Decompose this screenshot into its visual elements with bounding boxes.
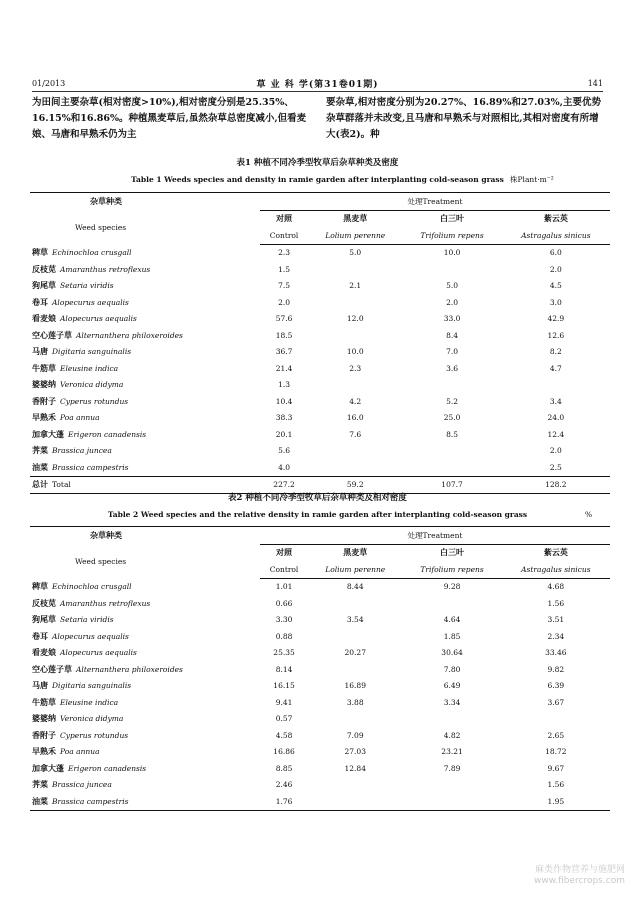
table1-treat-cn: 白三叶 xyxy=(402,210,501,227)
table2-treat-cn: 对照 xyxy=(260,544,308,561)
cell-value: 7.6 xyxy=(349,429,362,439)
cell-value: 4.2 xyxy=(349,396,362,406)
weed-name-cn: 卷耳 xyxy=(32,630,48,641)
table2-body xyxy=(30,578,610,810)
weed-name-cn: 反枝苋 xyxy=(32,263,56,274)
weed-name-latin: Veronica didyma xyxy=(60,380,124,390)
table-row xyxy=(30,628,610,645)
cell-value: 10.0 xyxy=(443,248,461,258)
body-text-right: 要杂草,相对密度分别为20.27%、16.89%和27.03%,主要优势杂草群落并未改变,且马唐和早熟禾与对照相比,其相对密度有所增大(表2)。种 xyxy=(326,97,601,140)
weed-name-cn: 加拿大蓬 xyxy=(32,762,64,773)
cell-value: 3.30 xyxy=(275,615,293,625)
table-row xyxy=(30,426,610,443)
cell-value: 6.49 xyxy=(443,681,461,691)
cell-value: 7.80 xyxy=(443,664,461,674)
table2-treat-en: Control xyxy=(260,561,308,578)
cell-value: 128.2 xyxy=(502,476,610,494)
weed-name-latin: Alopecurus aequalis xyxy=(52,631,129,641)
cell-value: 2.46 xyxy=(275,780,293,790)
cell-value: 2.65 xyxy=(547,730,565,740)
cell-value: 107.7 xyxy=(402,476,501,494)
cell-value: 8.5 xyxy=(446,429,459,439)
cell-value: 9.28 xyxy=(443,582,461,592)
cell-value: 4.5 xyxy=(549,281,562,291)
total-label-en: Total xyxy=(52,480,71,490)
weed-name-cn: 空心莲子草 xyxy=(32,663,72,674)
cell-value xyxy=(308,793,402,810)
table1-treat-en: Lolium perenne xyxy=(308,227,402,244)
weed-name-cn: 马唐 xyxy=(32,346,48,357)
cell-value: 42.9 xyxy=(547,314,565,324)
cell-value: 3.6 xyxy=(446,363,459,373)
table1-treat-cn: 对照 xyxy=(260,210,308,227)
table-row xyxy=(30,393,610,410)
cell-value: 1.5 xyxy=(278,264,290,274)
table2-treatment-label: 处理Treatment xyxy=(260,527,610,545)
cell-value: 5.6 xyxy=(278,446,290,456)
cell-value: 20.1 xyxy=(275,429,293,439)
cell-value xyxy=(308,294,402,311)
cell-value: 0.66 xyxy=(275,598,293,608)
weed-name-latin: Poa annua xyxy=(60,747,100,757)
page-number: 141 xyxy=(587,79,603,88)
weed-name-cn: 油菜 xyxy=(32,461,48,472)
table2-col-weed-en: Weed species xyxy=(75,556,127,566)
cell-value: 25.35 xyxy=(273,648,295,658)
weed-name-cn: 香附子 xyxy=(32,395,56,406)
weed-name-latin: Setaria viridis xyxy=(60,615,114,625)
cell-value: 8.44 xyxy=(346,582,364,592)
weed-name-latin: Alopecurus aequalis xyxy=(52,297,129,307)
cell-value xyxy=(402,261,501,278)
weed-name-latin: Erigeron canadensis xyxy=(68,763,147,773)
cell-value: 1.85 xyxy=(443,631,461,641)
cell-value: 5.0 xyxy=(349,248,362,258)
cell-value: 9.41 xyxy=(275,697,293,707)
cell-value xyxy=(402,459,501,476)
running-header-date: 01/2013 xyxy=(32,79,66,88)
table1-col-weed-cn: 杂草种类 xyxy=(30,193,260,211)
cell-value: 6.39 xyxy=(547,681,565,691)
cell-value: 21.4 xyxy=(275,363,293,373)
weed-name-latin: Brassica juncea xyxy=(52,446,112,456)
weed-name-cn: 稗草 xyxy=(32,247,48,257)
table-row xyxy=(30,678,610,695)
cell-value: 9.82 xyxy=(547,664,565,674)
table2-treat-cn: 黑麦草 xyxy=(308,544,402,561)
cell-value: 3.67 xyxy=(547,697,565,707)
cell-value xyxy=(402,443,501,460)
cell-value xyxy=(308,261,402,278)
table-row xyxy=(30,578,610,595)
table2-col-weed-cn: 杂草种类 xyxy=(30,527,260,545)
weed-name-cn: 牛筋草 xyxy=(32,362,56,373)
table-row xyxy=(30,595,610,612)
watermark-line1: 麻类作物营养与施肥网 xyxy=(534,865,625,875)
cell-value: 4.82 xyxy=(443,730,461,740)
table1-caption-en-text: Table 1 Weeds species and density in ramie garden after interplanting cold-season grass xyxy=(131,175,504,184)
cell-value: 7.09 xyxy=(346,730,364,740)
cell-value xyxy=(308,443,402,460)
running-header-journal: 草 业 科 学(第31卷01期) xyxy=(256,80,379,90)
weed-name-cn: 油菜 xyxy=(32,795,48,806)
weed-name-cn: 总计 xyxy=(32,479,48,490)
cell-value: 12.6 xyxy=(547,330,565,340)
table2-unit: % xyxy=(585,510,593,519)
cell-value: 1.3 xyxy=(278,380,290,390)
table2-caption-cn: 表2 种植不同冷季型牧草后杂草种类及相对密度 xyxy=(228,493,407,503)
table2-treat-cn: 白三叶 xyxy=(402,544,501,561)
cell-value: 25.0 xyxy=(443,413,461,423)
weed-name-cn: 早熟禾 xyxy=(32,412,56,423)
cell-value: 10.0 xyxy=(346,347,364,357)
cell-value: 24.0 xyxy=(547,413,565,423)
cell-value: 8.85 xyxy=(275,763,293,773)
cell-value: 23.21 xyxy=(441,747,463,757)
table2-treat-en: Lolium perenne xyxy=(308,561,402,578)
cell-value: 3.88 xyxy=(346,697,364,707)
weed-name-latin: Cyperus rotundus xyxy=(60,730,129,740)
cell-value: 2.0 xyxy=(549,446,562,456)
weed-name-latin: Alopecurus aequalis xyxy=(60,648,137,658)
table1-body xyxy=(30,244,610,494)
cell-value xyxy=(308,661,402,678)
weed-name-latin: Cyperus rotundus xyxy=(60,396,129,406)
cell-value: 30.64 xyxy=(441,648,463,658)
cell-value: 3.4 xyxy=(549,396,562,406)
table1-treat-cn: 黑麦草 xyxy=(308,210,402,227)
weed-name-latin: Echinochloa crusgall xyxy=(52,248,132,257)
table-row xyxy=(30,294,610,311)
weed-name-latin: Echinochloa crusgall xyxy=(52,582,132,591)
cell-value: 1.95 xyxy=(502,793,610,810)
table-row xyxy=(30,278,610,295)
cell-value: 4.7 xyxy=(549,363,562,373)
table-row xyxy=(30,645,610,662)
weed-name-cn: 牛筋草 xyxy=(32,696,56,707)
table-row xyxy=(30,377,610,394)
cell-value xyxy=(308,459,402,476)
cell-value: 16.15 xyxy=(273,681,295,691)
weed-name-cn: 婆婆纳 xyxy=(32,713,56,724)
cell-value: 20.27 xyxy=(344,648,366,658)
weed-name-latin: Eleusine indica xyxy=(60,697,119,707)
cell-value: 4.64 xyxy=(443,615,461,625)
weed-name-cn: 稗草 xyxy=(32,581,48,591)
table-row xyxy=(30,443,610,460)
weed-name-latin: Digitaria sanguinalis xyxy=(52,347,132,357)
cell-value: 3.54 xyxy=(346,615,364,625)
table-row xyxy=(30,261,610,278)
weed-name-cn: 反枝苋 xyxy=(32,597,56,608)
cell-value: 18.5 xyxy=(275,330,293,340)
weed-name-latin: Poa annua xyxy=(60,413,100,423)
weed-name-cn: 狗尾草 xyxy=(32,280,56,291)
table1-treat-en: Control xyxy=(260,227,308,244)
cell-value: 2.1 xyxy=(349,281,362,291)
cell-value: 5.2 xyxy=(446,396,459,406)
cell-value: 12.4 xyxy=(547,429,565,439)
weed-name-cn: 看麦娘 xyxy=(32,313,56,324)
cell-value: 8.2 xyxy=(549,347,562,357)
cell-value xyxy=(402,377,501,394)
cell-value: 5.0 xyxy=(446,281,459,291)
cell-value: 38.3 xyxy=(275,413,293,423)
cell-value: 16.89 xyxy=(344,681,366,691)
weed-name-cn: 马唐 xyxy=(32,680,48,691)
cell-value: 18.72 xyxy=(545,747,567,757)
cell-value: 2.5 xyxy=(549,462,562,472)
header-rule xyxy=(32,91,603,92)
weed-name-latin: Alopecurus aequalis xyxy=(60,314,137,324)
weed-name-latin: Veronica didyma xyxy=(60,714,124,724)
cell-value: 227.2 xyxy=(260,476,308,494)
table1-treat-en: Astragalus sinicus xyxy=(502,227,610,244)
table2-caption-en: Table 2 Weed species and the relative density in ramie garden after interplanting cold-season grass xyxy=(107,510,528,519)
cell-value: 6.0 xyxy=(549,248,562,258)
weed-name-latin: Alternanthera philoxeroides xyxy=(76,664,183,674)
cell-value xyxy=(402,793,501,810)
cell-value: 33.46 xyxy=(545,648,567,658)
table1-col-weed-en: Weed species xyxy=(75,222,127,232)
cell-value: 8.4 xyxy=(446,330,459,340)
table1-treat-cn: 紫云英 xyxy=(502,210,610,227)
table2-treat-cn: 紫云英 xyxy=(502,544,610,561)
weed-name-cn: 空心莲子草 xyxy=(32,329,72,340)
cell-value: 3.0 xyxy=(549,297,562,307)
cell-value: 9.67 xyxy=(547,763,565,773)
cell-value: 2.3 xyxy=(349,363,362,373)
cell-value: 3.51 xyxy=(547,615,565,625)
weed-name-latin: Amaranthus retroflexus xyxy=(60,264,151,274)
cell-value: 2.34 xyxy=(547,631,565,641)
watermark-line2: www.fibercrops.com xyxy=(534,876,625,886)
weed-name-cn: 卷耳 xyxy=(32,296,48,307)
cell-value xyxy=(402,711,501,728)
cell-value xyxy=(308,777,402,794)
cell-value: 33.0 xyxy=(443,314,461,324)
cell-value xyxy=(402,595,501,612)
cell-value: 0.57 xyxy=(275,714,293,724)
table1-caption-cn: 表1 种植不同冷季型牧草后杂草种类及密度 xyxy=(236,158,399,168)
cell-value: 36.7 xyxy=(275,347,293,357)
cell-value xyxy=(308,595,402,612)
cell-value: 1.56 xyxy=(547,598,565,608)
table-row xyxy=(30,459,610,476)
cell-value xyxy=(402,777,501,794)
weed-name-latin: Eleusine indica xyxy=(60,363,119,373)
table2-treat-en: Trifolium repens xyxy=(402,561,501,578)
table1-unit: 株Plant·m⁻² xyxy=(510,175,554,184)
cell-value xyxy=(502,377,610,394)
cell-value: 4.0 xyxy=(278,462,290,472)
cell-value: 2.0 xyxy=(549,264,562,274)
weed-name-cn: 早熟禾 xyxy=(32,746,56,757)
cell-value: 16.0 xyxy=(346,413,364,423)
table-row xyxy=(30,727,610,744)
weed-name-cn: 荠菜 xyxy=(32,779,48,790)
cell-value xyxy=(308,628,402,645)
table-row xyxy=(30,694,610,711)
table-row xyxy=(30,711,610,728)
cell-value: 12.84 xyxy=(344,763,366,773)
cell-value: 16.86 xyxy=(273,747,295,757)
cell-value: 4.58 xyxy=(275,730,293,740)
watermark xyxy=(534,865,625,887)
cell-value xyxy=(502,711,610,728)
table-row xyxy=(30,744,610,761)
table-row xyxy=(30,777,610,794)
table-row xyxy=(30,760,610,777)
table-row xyxy=(30,244,610,261)
weed-name-latin: Setaria viridis xyxy=(60,281,114,291)
table-row xyxy=(30,410,610,427)
cell-value: 10.4 xyxy=(275,396,293,406)
table-row xyxy=(30,661,610,678)
weed-name-cn: 婆婆纳 xyxy=(32,379,56,390)
cell-value: 1.76 xyxy=(260,793,308,810)
weed-name-cn: 荠菜 xyxy=(32,445,48,456)
weed-name-latin: Brassica campestris xyxy=(52,796,129,806)
table1-treatment-label: 处理Treatment xyxy=(260,193,610,211)
cell-value: 0.88 xyxy=(275,631,293,641)
weed-name-latin: Alternanthera philoxeroides xyxy=(76,330,183,340)
cell-value: 57.6 xyxy=(275,314,293,324)
cell-value: 1.01 xyxy=(275,582,293,592)
cell-value: 7.0 xyxy=(446,347,459,357)
table1 xyxy=(30,192,610,494)
weed-name-cn: 看麦娘 xyxy=(32,647,56,658)
table-row xyxy=(30,327,610,344)
weed-name-latin: Amaranthus retroflexus xyxy=(60,598,151,608)
cell-value: 59.2 xyxy=(308,476,402,494)
table-row xyxy=(30,793,610,810)
cell-value: 8.14 xyxy=(275,664,293,674)
cell-value: 2.0 xyxy=(446,297,459,307)
weed-name-latin: Brassica campestris xyxy=(52,462,129,472)
cell-value: 3.34 xyxy=(443,697,461,707)
cell-value: 27.03 xyxy=(344,747,366,757)
cell-value: 4.68 xyxy=(547,582,565,592)
cell-value xyxy=(308,377,402,394)
table-row xyxy=(30,344,610,361)
cell-value: 12.0 xyxy=(346,314,364,324)
weed-name-latin: Digitaria sanguinalis xyxy=(52,681,132,691)
cell-value: 7.89 xyxy=(443,763,461,773)
table-row xyxy=(30,311,610,328)
table-row xyxy=(30,360,610,377)
table1-treat-en: Trifolium repens xyxy=(402,227,501,244)
table2 xyxy=(30,526,610,811)
weed-name-cn: 狗尾草 xyxy=(32,614,56,625)
table2-treat-en: Astragalus sinicus xyxy=(502,561,610,578)
cell-value xyxy=(308,327,402,344)
weed-name-cn: 香附子 xyxy=(32,729,56,740)
cell-value: 7.5 xyxy=(278,281,290,291)
cell-value: 1.56 xyxy=(547,780,565,790)
cell-value xyxy=(308,711,402,728)
weed-name-latin: Erigeron canadensis xyxy=(68,429,147,439)
cell-value: 2.3 xyxy=(278,248,290,258)
weed-name-latin: Brassica juncea xyxy=(52,780,112,790)
cell-value: 2.0 xyxy=(278,297,290,307)
table-row xyxy=(30,612,610,629)
body-text-left: 为田间主要杂草(相对密度>10%),相对密度分别是25.35%、16.15%和16.86%。种植黑麦草后,虽然杂草总密度减小,但看麦娘、马唐和早熟禾仍为主 xyxy=(32,97,307,140)
weed-name-cn: 加拿大蓬 xyxy=(32,428,64,439)
